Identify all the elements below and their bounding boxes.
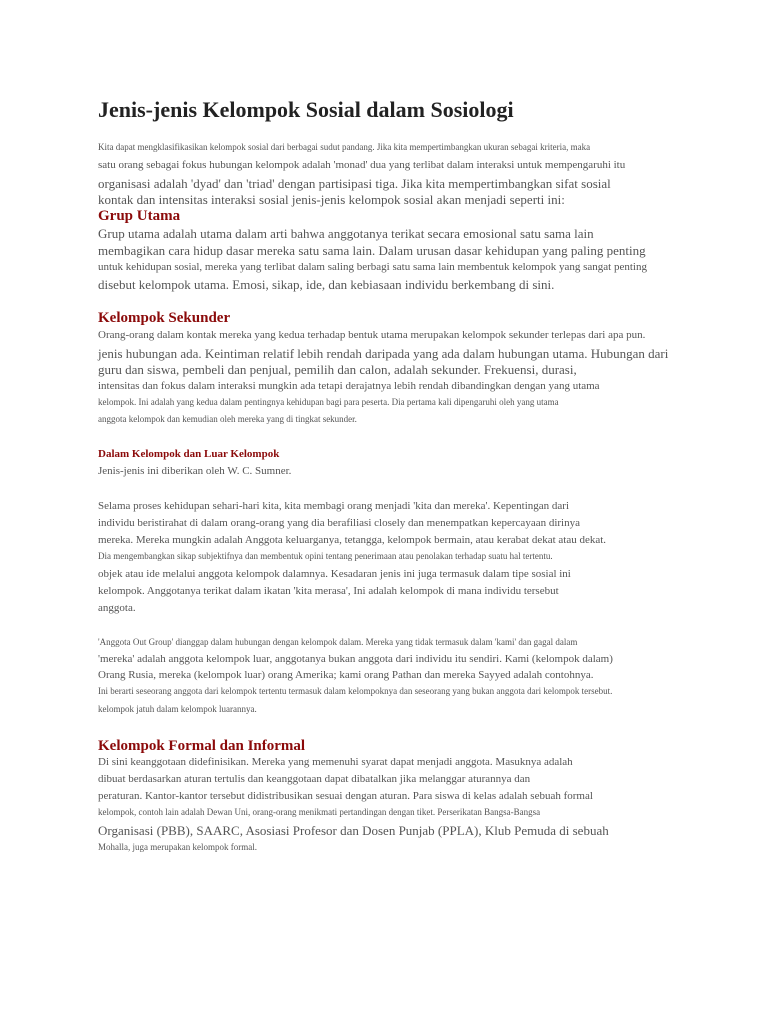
section-heading-grup-utama: Grup Utama	[98, 208, 181, 224]
intro-line: kontak dan intensitas interaksi sosial jenis-jenis kelompok sosial akan menjadi seperti ini:	[98, 192, 565, 207]
body-line: anggota.	[98, 602, 136, 614]
body-line: Organisasi (PBB), SAARC, Asosiasi Profesor dan Dosen Punjab (PPLA), Klub Pemuda di sebuah	[98, 823, 609, 838]
body-line: guru dan siswa, pembeli dan penjual, pemilih dan calon, adalah sekunder. Frekuensi, durasi,	[98, 362, 577, 377]
body-line: mereka. Mereka mungkin adalah Anggota keluarganya, tetangga, kelompok bermain, atau kerabat dekat atau dekat.	[98, 534, 607, 546]
body-line: jenis hubungan ada. Keintiman relatif lebih rendah daripada yang ada dalam hubungan utama. Hubungan dari	[98, 346, 669, 361]
body-line: Grup utama adalah utama dalam arti bahwa anggotanya terikat secara emosional satu sama lain	[98, 226, 594, 241]
body-line: Dia mengembangkan sikap subjektifnya dan membentuk opini tentang penerimaan atau penolakan terhadap suatu hal tertentu.	[98, 551, 553, 561]
body-line: Ini berarti seseorang anggota dari kelompok tertentu termasuk dalam kelompoknya dan seseorang yang bukan anggota dari kelompok tersebut.	[98, 686, 613, 696]
body-line: Orang Rusia, mereka (kelompok luar) orang Amerika; kami orang Pathan dan mereka Sayyed adalah contohnya.	[98, 669, 594, 681]
body-line: Orang-orang dalam kontak mereka yang kedua terhadap bentuk utama merupakan kelompok sekunder terlepas dari apa pun.	[98, 329, 646, 341]
body-line: kelompok. Ini adalah yang kedua dalam pentingnya kehidupan bagi para peserta. Dia pertama kali dipengaruhi oleh yang utama	[98, 397, 559, 407]
page-title: Jenis-jenis Kelompok Sosial dalam Sosiologi	[98, 97, 514, 122]
intro-line: satu orang sebagai fokus hubungan kelompok adalah 'monad' dua yang terlibat dalam interaksi untuk mempengaruhi itu	[98, 159, 626, 171]
intro-line: organisasi adalah 'dyad' dan 'triad' dengan partisipasi tiga. Jika kita mempertimbangkan sifat sosial	[98, 176, 611, 191]
body-line: Jenis-jenis ini diberikan oleh W. C. Sumner.	[98, 465, 292, 477]
body-line: peraturan. Kantor-kantor tersebut didistribusikan sesuai dengan aturan. Para siswa di kelas adalah sebuah formal	[98, 790, 593, 802]
body-line: dibuat berdasarkan aturan tertulis dan keanggotaan dapat dibatalkan jika melanggar aturannya dan	[98, 773, 531, 785]
body-line: Di sini keanggotaan didefinisikan. Mereka yang memenuhi syarat dapat menjadi anggota. Masuknya adalah	[98, 756, 573, 768]
body-line: kelompok, contoh lain adalah Dewan Uni, orang-orang menikmati pertandingan dengan tiket. Perserikatan Bangsa-Bangsa	[98, 807, 541, 817]
section-heading-kelompok-sekunder: Kelompok Sekunder	[98, 310, 231, 326]
intro-line: Kita dapat mengklasifikasikan kelompok sosial dari berbagai sudut pandang. Jika kita mempertimbangkan ukuran sebagai kriteria, maka	[98, 142, 591, 152]
body-line: kelompok jatuh dalam kelompok luarannya.	[98, 704, 257, 714]
body-line: anggota kelompok dan kemudian oleh mereka yang di tingkat sekunder.	[98, 414, 357, 424]
body-line: 'Anggota Out Group' dianggap dalam hubungan dengan kelompok dalam. Mereka yang tidak termasuk dalam 'kami' dan gagal dalam	[98, 637, 578, 647]
body-line: membagikan cara hidup dasar mereka satu sama lain. Dalam urusan dasar kehidupan yang paling penting	[98, 243, 646, 258]
body-line: disebut kelompok utama. Emosi, sikap, ide, dan kebiasaan individu berkembang di sini.	[98, 277, 555, 292]
section-heading-formal-informal: Kelompok Formal dan Informal	[98, 738, 306, 754]
body-line: objek atau ide melalui anggota kelompok dalamnya. Kesadaran jenis ini juga termasuk dalam tipe sosial ini	[98, 568, 571, 580]
body-line: untuk kehidupan sosial, mereka yang terlibat dalam saling berbagi satu sama lain membentuk kelompok yang sangat penting	[98, 261, 647, 273]
body-line: Mohalla, juga merupakan kelompok formal.	[98, 842, 257, 852]
section-heading-dalam-luar: Dalam Kelompok dan Luar Kelompok	[98, 448, 280, 460]
body-line: Selama proses kehidupan sehari-hari kita, kita membagi orang menjadi 'kita dan mereka'. Kepentingan dari	[98, 500, 569, 512]
body-line: kelompok. Anggotanya terikat dalam ikatan 'kita merasa', Ini adalah kelompok di mana individu tersebut	[98, 585, 559, 597]
body-line: intensitas dan fokus dalam interaksi mungkin ada tetapi derajatnya lebih rendah dibandingkan dengan yang utama	[98, 380, 600, 392]
body-line: individu beristirahat di dalam orang-orang yang dia berafiliasi closely dan menempatkan kepercayaan dirinya	[98, 517, 580, 529]
body-line: 'mereka' adalah anggota kelompok luar, anggotanya bukan anggota dari individu itu sendiri. Kami (kelompok dalam)	[98, 653, 613, 665]
